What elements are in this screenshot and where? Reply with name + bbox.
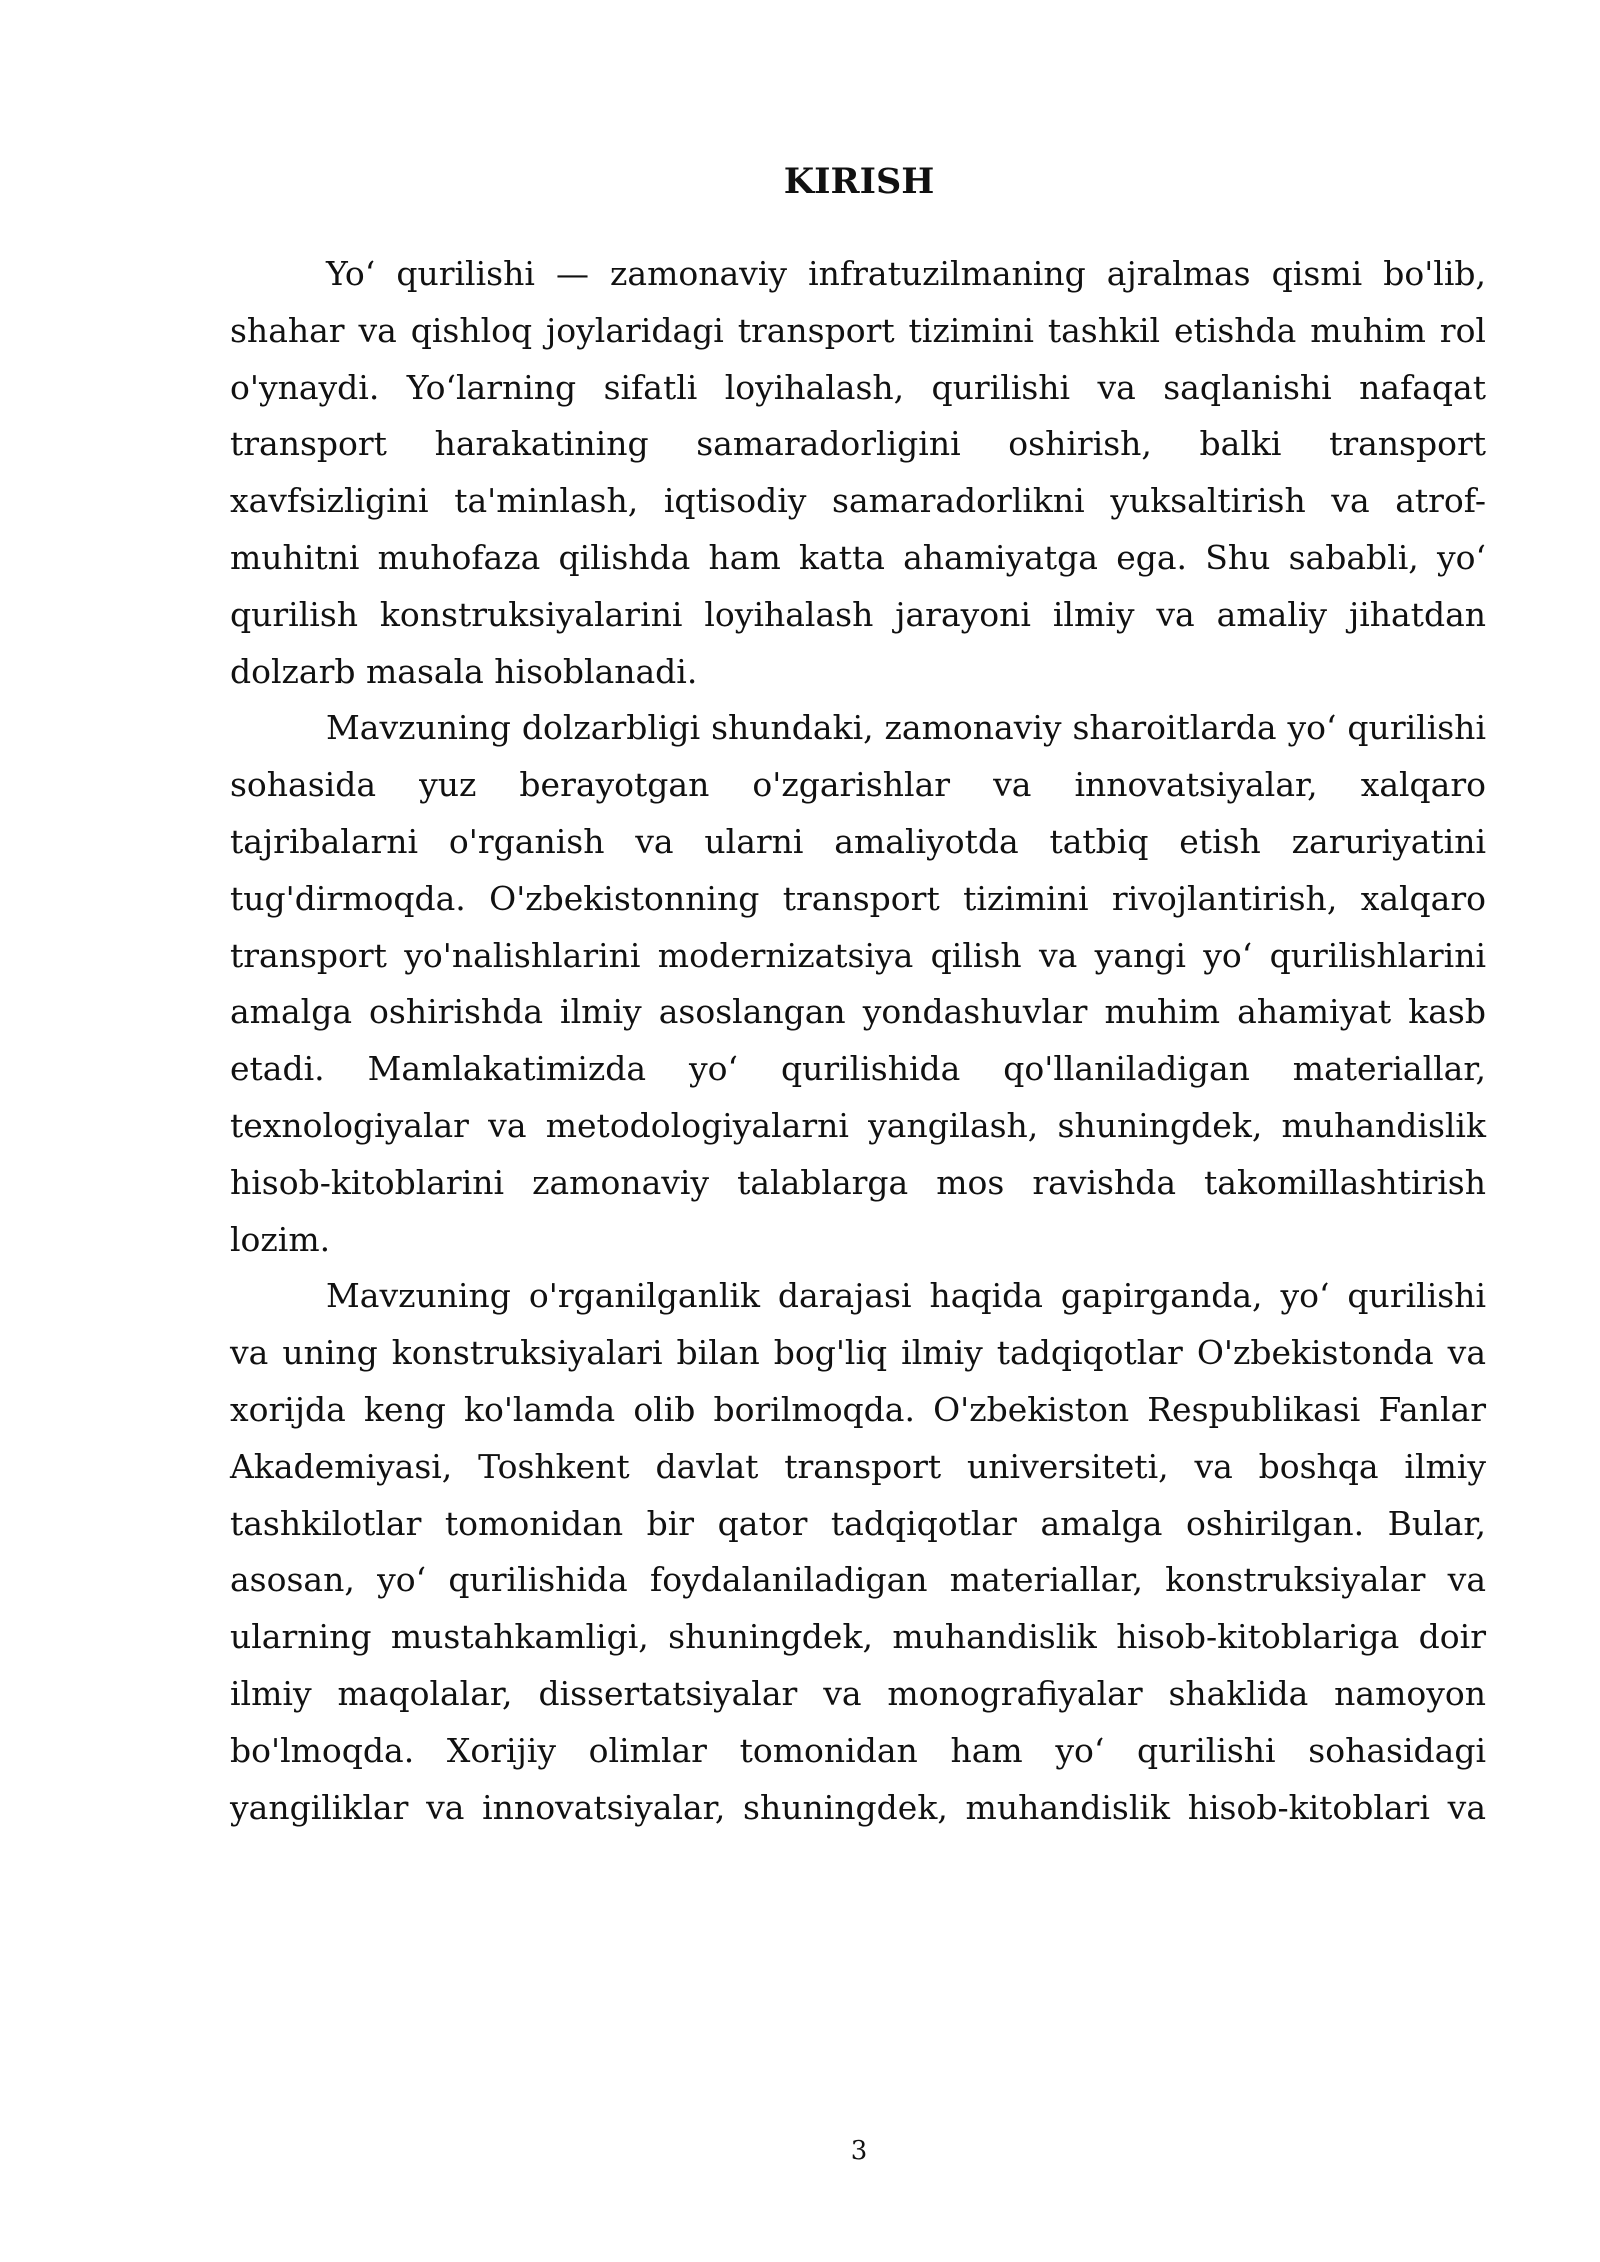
paragraph-study-level: Mavzuning o'rganilganlik darajasi haqida gapirganda, yo‘ qurilishi va uning konstruksiyalari bilan bog'liq ilmiy tadqiqotlar O'zbekistonda va xorijda keng ko'lamda olib borilmoqda. O'zbekiston Respublikasi Fanlar Akademiyasi, Toshkent davlat transport universiteti, va boshqa ilmiy tashkilotlar tomonidan bir qator tadqiqotlar amalga oshirilgan. Bular, asosan, yo‘ qurilishida foydalaniladigan materiallar, konstruksiyalar va ularning mustahkamligi, shuningdek, muhandislik hisob-kitoblariga doir ilmiy maqolalar, dissertatsiyalar va monografiyalar shaklida namoyon bo'lmoqda. Xorijiy olimlar tomonidan ham yo‘ qurilishi sohasidagi yangiliklar va innovatsiyalar, shuningdek, muhandislik hisob-kitoblari va <box>230 1276 1486 1827</box>
paragraph-intro: Yo‘ qurilishi — zamonaviy infratuzilmaning ajralmas qismi bo'lib, shahar va qishloq joylaridagi transport tizimini tashkil etishda muhim rol o'ynaydi. Yo‘larning sifatli loyihalash, qurilishi va saqlanishi nafaqat transport harakatining samaradorligini oshirish, balki transport xavfsizligini ta'minlash, iqtisodiy samaradorlikni yuksaltirish va atrof-muhitni muhofaza qilishda ham katta ahamiyatga ega. Shu sababli, yo‘ qurilish konstruksiyalarini loyihalash jarayoni ilmiy va amaliy jihatdan dolzarb masala hisoblanadi. <box>230 254 1486 691</box>
paragraph-relevance: Mavzuning dolzarbligi shundaki, zamonaviy sharoitlarda yo‘ qurilishi sohasida yuz berayotgan o'zgarishlar va innovatsiyalar, xalqaro tajribalarni o'rganish va ularni amaliyotda tatbiq etish zaruriyatini tug'dirmoqda. O'zbekistonning transport tizimini rivojlantirish, xalqaro transport yo'nalishlarini modernizatsiya qilish va yangi yo‘ qurilishlarini amalga oshirishda ilmiy asoslangan yondashuvlar muhim ahamiyat kasb etadi. Mamlakatimizda yo‘ qurilishida qo'llaniladigan materiallar, texnologiyalar va metodologiyalarni yangilash, shuningdek, muhandislik hisob-kitoblarini zamonaviy talablarga mos ravishda takomillashtirish lozim. <box>230 708 1486 1259</box>
section-title: KIRISH <box>783 161 935 202</box>
page-number: 3 <box>850 2136 868 2166</box>
body-text <box>230 246 1486 1836</box>
